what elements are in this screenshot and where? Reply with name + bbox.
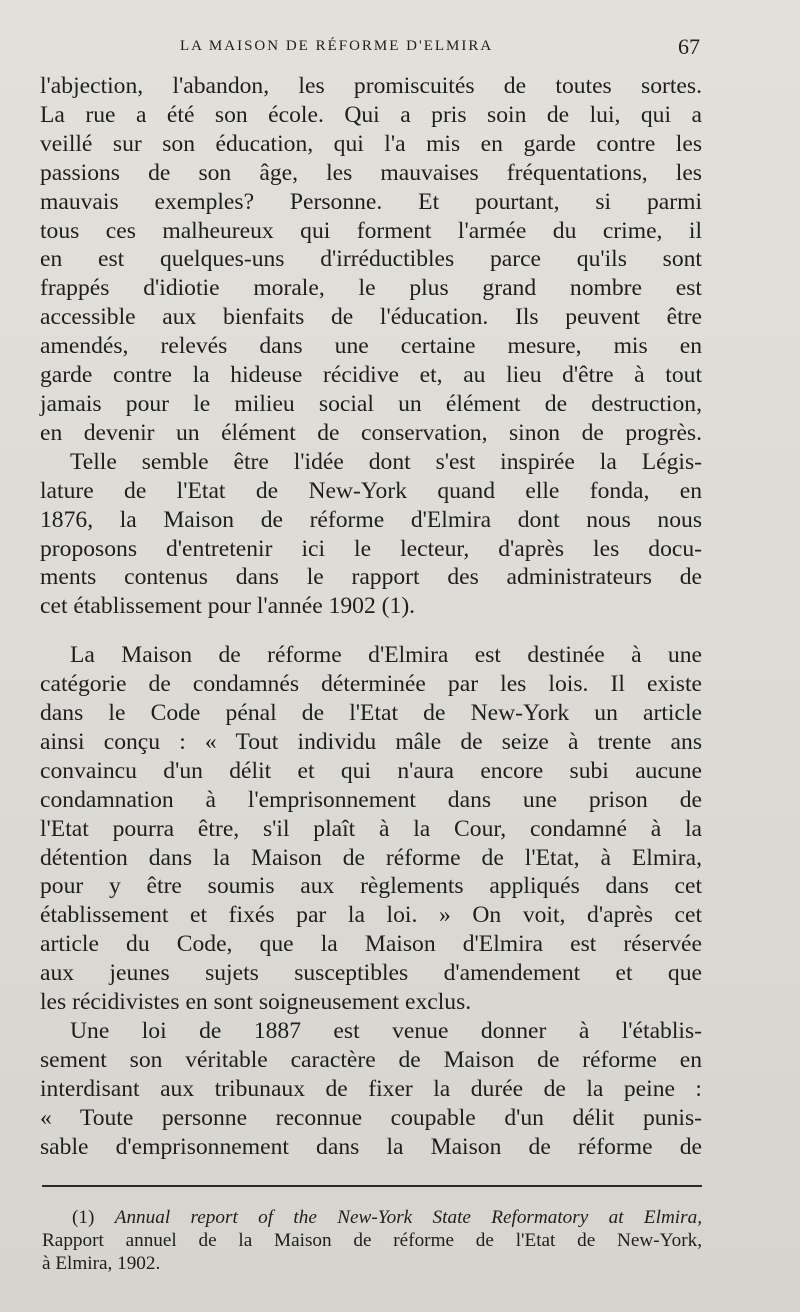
- text-line: condamnation à l'emprisonnement dans une prison de: [40, 786, 702, 813]
- text-line: passions de son âge, les mauvaises fréquentations, les: [40, 159, 702, 186]
- text-line: établissement et fixés par la loi. » On voit, d'après cet: [40, 902, 702, 929]
- text-line: les récidivistes en sont soigneusement exclus.: [40, 989, 472, 1016]
- page-header: [40, 34, 700, 64]
- text-line: cet établissement pour l'année 1902 (1).: [40, 593, 416, 620]
- text-line: accessible aux bienfaits de l'éducation. Ils peuvent être: [40, 304, 702, 331]
- footnote-line: [42, 1206, 702, 1229]
- text-line: ments contenus dans le rapport des administrateurs de: [40, 564, 702, 591]
- text-line: sable d'emprisonnement dans la Maison de réforme de: [40, 1133, 702, 1160]
- text-line: catégorie de condamnés déterminée par les lois. Il existe: [40, 671, 702, 698]
- paragraph-3: [40, 641, 702, 1017]
- footnote-rule: [42, 1185, 702, 1187]
- text-line: aux jeunes sujets susceptibles d'amendement et que: [40, 960, 702, 987]
- text-line: mauvais exemples? Personne. Et pourtant, si parmi: [40, 188, 702, 215]
- text-line: La Maison de réforme d'Elmira est destinée à une: [70, 642, 702, 669]
- text-line: pour y être soumis aux règlements appliqués dans cet: [40, 873, 702, 900]
- paragraph-4: [40, 1017, 702, 1162]
- paragraph-gap: [40, 621, 702, 641]
- footnote-line: à Elmira, 1902.: [42, 1253, 161, 1274]
- text-line: en devenir un élément de conservation, sinon de progrès.: [40, 419, 702, 446]
- text-line: sement son véritable caractère de Maison de réforme en: [40, 1046, 702, 1073]
- text-line: tous ces malheureux qui forment l'armée du crime, il: [40, 217, 702, 244]
- text-line: jamais pour le milieu social un élément de destruction,: [40, 390, 702, 417]
- text-line: garde contre la hideuse récidive et, au lieu d'être à tout: [40, 362, 702, 389]
- footnote-marker: (1): [72, 1207, 95, 1228]
- text-line: ainsi conçu : « Tout individu mâle de seize à trente ans: [40, 728, 702, 755]
- text-line: dans le Code pénal de l'Etat de New-York un article: [40, 700, 702, 727]
- text-line: interdisant aux tribunaux de fixer la durée de la peine :: [40, 1075, 702, 1102]
- page-number: 67: [678, 34, 700, 59]
- running-title: LA MAISON DE RÉFORME D'ELMIRA: [180, 38, 494, 54]
- text-line: article du Code, que la Maison d'Elmira est réservée: [40, 931, 702, 958]
- footnote-title: Annual report of the New-York State Reformatory at Elmira,: [114, 1207, 702, 1228]
- text-line: en est quelques-uns d'irréductibles parce qu'ils sont: [40, 246, 702, 273]
- text-line: détention dans la Maison de réforme de l'Etat, à Elmira,: [40, 844, 702, 871]
- text-line: lature de l'Etat de New-York quand elle fonda, en: [40, 477, 702, 504]
- paragraph-2: [40, 448, 702, 621]
- text-line: Une loi de 1887 est venue donner à l'établis-: [70, 1018, 702, 1044]
- text-line: proposons d'entretenir ici le lecteur, d'après les docu-: [40, 535, 702, 562]
- text-line: La rue a été son école. Qui a pris soin de lui, qui a: [40, 101, 702, 128]
- text-line: « Toute personne reconnue coupable d'un délit punis-: [40, 1104, 702, 1131]
- text-line: 1876, la Maison de réforme d'Elmira dont nous nous: [40, 506, 702, 533]
- text-line: amendés, relevés dans une certaine mesure, mis en: [40, 333, 702, 360]
- body-text: [40, 72, 702, 1162]
- paragraph-1: [40, 72, 702, 448]
- text-line: l'abjection, l'abandon, les promiscuités de toutes sortes.: [40, 73, 702, 99]
- text-line: frappés d'idiotie morale, le plus grand nombre est: [40, 275, 702, 302]
- text-line: Telle semble être l'idée dont s'est inspirée la Légis-: [70, 448, 702, 475]
- text-line: veillé sur son éducation, qui l'a mis en garde contre les: [40, 130, 702, 157]
- text-line: convaincu d'un délit et qui n'aura encore subi aucune: [40, 757, 702, 784]
- text-line: l'Etat pourra être, s'il plaît à la Cour, condamné à la: [40, 815, 702, 842]
- footnote: [42, 1206, 702, 1275]
- footnote-line: Rapport annuel de la Maison de réforme de l'Etat de New-York,: [42, 1230, 702, 1251]
